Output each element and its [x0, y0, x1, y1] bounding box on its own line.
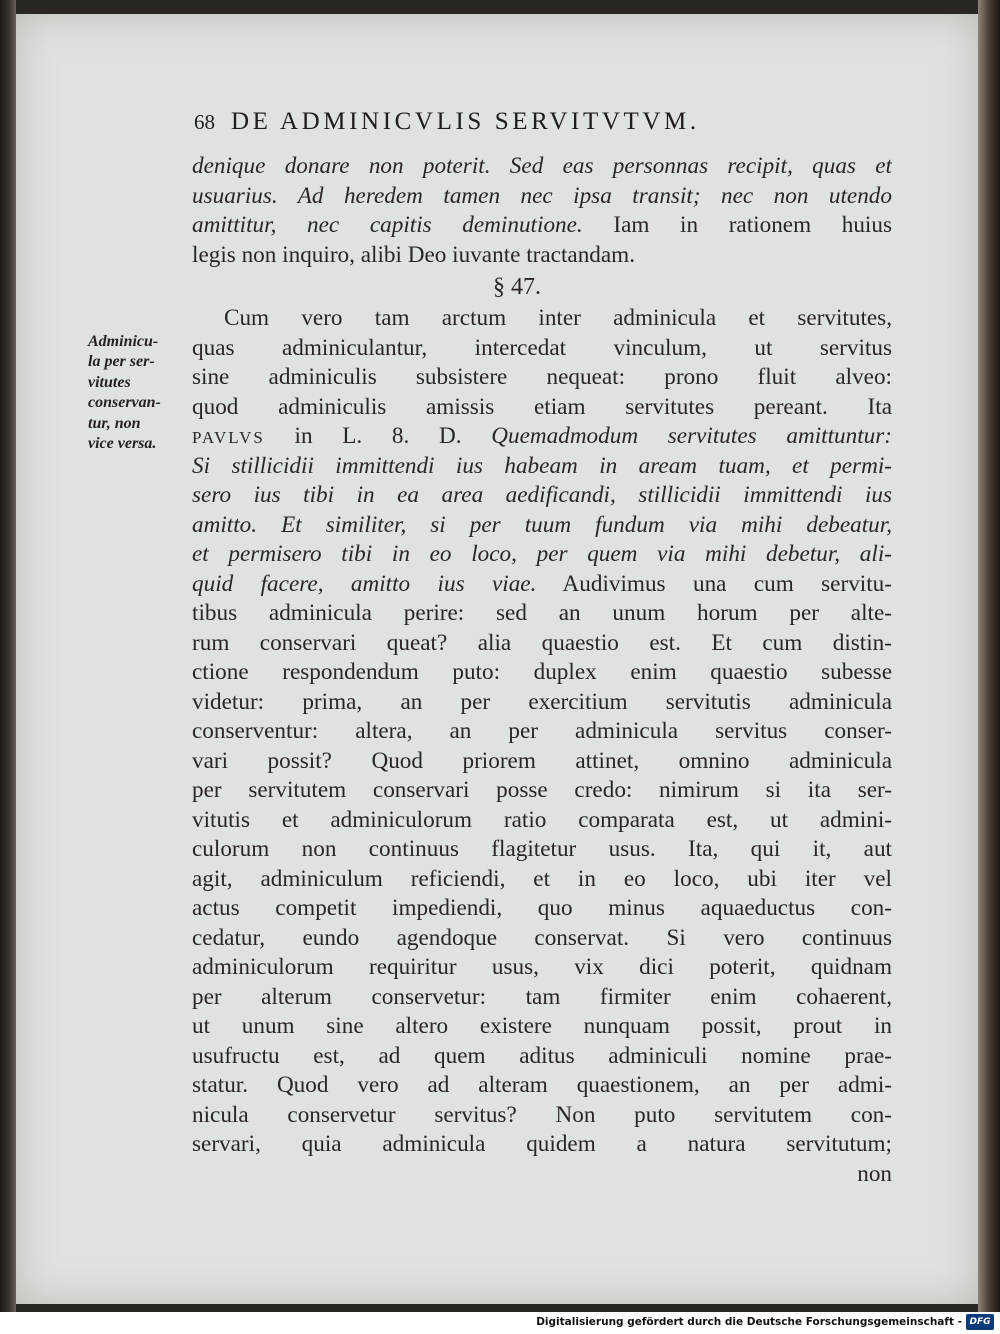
text-line: agit, adminiculum reficiendi, et in eo loco, ubi iter vel	[192, 865, 892, 892]
text-span: Audivimus una cum servitu-	[536, 570, 892, 597]
marginal-note	[88, 332, 198, 454]
dfg-logo-icon: DFG	[966, 1314, 994, 1330]
text-line: adminiculorum requiritur usus, vix dici poterit, quidnam	[192, 954, 892, 980]
running-head-title: DE ADMINICVLIS SERVITVTVM.	[231, 108, 700, 135]
text-line: ut unum sine altero existere nunquam possit, prout in	[192, 1013, 892, 1039]
text-line: vitutis et adminiculorum ratio comparata est, ut admini-	[192, 806, 892, 833]
text-span-italic: Quemadmodum servitutes amittuntur:	[491, 423, 892, 449]
text-line: usuarius. Ad heredem tamen nec ipsa transit; nec non utendo	[192, 182, 892, 209]
book-edge-left	[0, 0, 16, 1312]
catchword: non	[857, 1160, 892, 1187]
text-line: statur. Quod vero ad alteram quaestionem, an per admi-	[192, 1072, 892, 1098]
text-line: et permisero tibi in eo loco, per quem via mihi debetur, ali-	[192, 541, 892, 567]
book-page	[16, 14, 978, 1304]
text-line: culorum non continuus flagitetur usus. Ita, qui it, aut	[192, 836, 892, 862]
text-span-italic: amittitur, nec capitis deminutione.	[192, 212, 583, 238]
text-span: in L. 8. D.	[264, 423, 492, 449]
text-line: ctione respondendum puto: duplex enim quaestio subesse	[192, 659, 892, 685]
text-span: Iam in rationem huius	[582, 212, 892, 238]
marginal-note-line: vice versa.	[88, 435, 157, 453]
text-line: quod adminiculis amissis etiam servitutes pereant. Ita	[192, 393, 892, 420]
text-line	[192, 570, 892, 600]
text-line: per servitutem conservari posse credo: nimirum si ita ser-	[192, 777, 892, 803]
text-line: sero ius tibi in ea area aedificandi, stillicidii immittendi ius	[192, 482, 892, 508]
marginal-note-line: tur, non	[88, 414, 141, 432]
text-line: amitto. Et similiter, si per tuum fundum via mihi debeatur,	[192, 511, 892, 538]
text-line: servari, quia adminicula quidem a natura servitutum;	[192, 1131, 892, 1157]
text-line: vari possit? Quod priorem attinet, omnino adminicula	[192, 747, 892, 774]
marginal-note-line: Adminicu-	[88, 333, 159, 350]
text-line	[192, 422, 892, 452]
text-line: Cum vero tam arctum inter adminicula et servitutes,	[224, 305, 892, 331]
marginal-note-line: la per ser-	[88, 353, 155, 371]
text-block	[192, 152, 892, 1189]
author-name: PAVLVS	[192, 428, 265, 447]
text-line: per alterum conservetur: tam firmiter enim cohaerent,	[192, 983, 892, 1010]
text-line: cedatur, eundo agendoque conservat. Si vero continuus	[192, 924, 892, 951]
section-heading: § 47.	[493, 274, 541, 300]
text-line: quas adminiculantur, intercedat vinculum, ut servitus	[192, 334, 892, 361]
text-line	[192, 211, 892, 241]
text-line: actus competit impediendi, quo minus aquaeductus con-	[192, 895, 892, 921]
text-line: conserventur: altera, an per adminicula servitus conser-	[192, 718, 892, 744]
marginal-note-line: vitutes	[88, 373, 131, 391]
text-line: rum conservari queat? alia quaestio est. Et cum distin-	[192, 629, 892, 656]
footer-credit: Digitalisierung gefördert durch die Deutsche Forschungsgemeinschaft -	[536, 1316, 962, 1328]
text-line: legis non inquiro, alibi Deo iuvante tractandam.	[192, 241, 636, 268]
page-number: 68	[194, 110, 215, 134]
text-line: sine adminiculis subsistere nequeat: prono fluit alveo:	[192, 364, 892, 390]
text-line: tibus adminicula perire: sed an unum horum per alte-	[192, 600, 892, 626]
text-line: usufructu est, ad quem aditus adminiculi nomine prae-	[192, 1042, 892, 1069]
text-span-italic: quid facere, amitto ius viae.	[192, 570, 537, 597]
marginal-note-line: conservan-	[88, 394, 161, 412]
text-line: denique donare non poterit. Sed eas personnas recipit, quas et	[192, 153, 892, 179]
text-line: Si stillicidii immittendi ius habeam in aream tuam, et permi-	[192, 452, 892, 479]
book-edge-right	[978, 0, 1000, 1312]
text-line: videtur: prima, an per exercitium servitutis adminicula	[192, 688, 892, 715]
text-line: nicula conservetur servitus? Non puto servitutem con-	[192, 1101, 892, 1128]
running-head	[194, 108, 814, 136]
